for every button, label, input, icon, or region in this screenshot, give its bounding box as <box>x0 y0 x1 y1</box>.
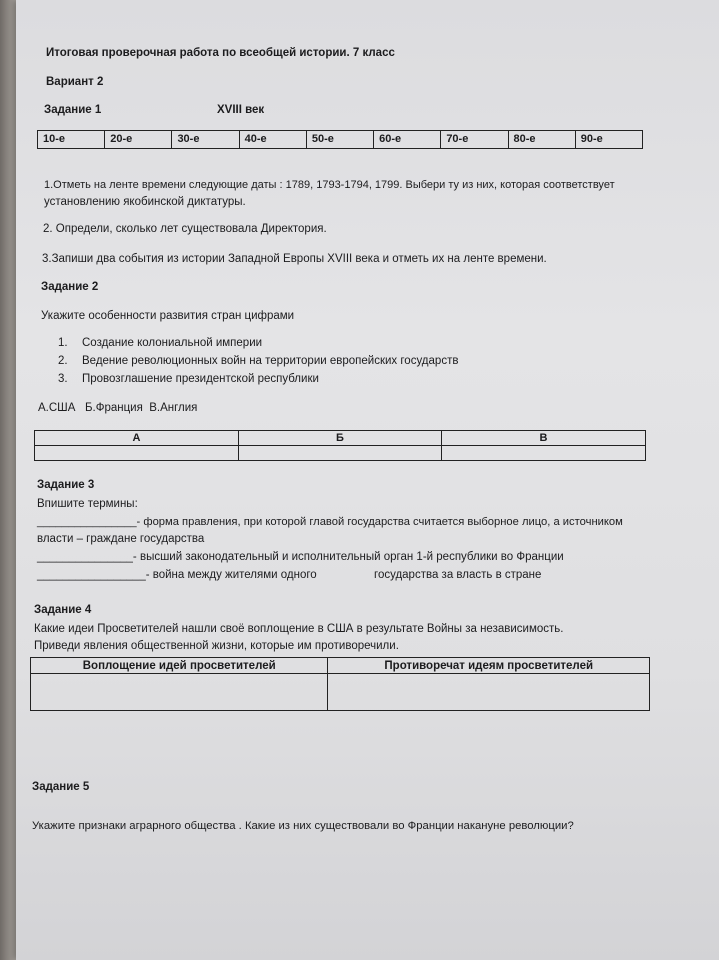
timeline-cell: 30-е <box>172 131 239 148</box>
task1-heading: Задание 1 <box>44 104 102 116</box>
table-header: А <box>35 431 239 446</box>
timeline-cell: 90-е <box>580 133 603 145</box>
countries-legend: А.США Б.Франция В.Англия <box>38 402 198 414</box>
task1-question1-line2: установлению якобинской диктатуры. <box>44 196 246 208</box>
task3-term3-part1: _________________- война между жителями одного <box>37 569 317 581</box>
task3-instruction: Впишите термины: <box>37 498 138 510</box>
answer-cell[interactable] <box>441 446 645 461</box>
timeline-cell: 10-е <box>38 131 105 148</box>
task1-question3: 3.Запиши два события из истории Западной Европы XVIII века и отметь их на ленте времени. <box>42 253 547 265</box>
timeline-cell: 80-е <box>509 131 576 148</box>
task5-question: Укажите признаки аграрного общества . Какие из них существовали во Франции накануне революции? <box>32 820 574 832</box>
task2-instruction: Укажите особенности развития стран цифрами <box>41 310 295 322</box>
timeline-cell: 20-е <box>105 131 172 148</box>
task3-term1-line2: власти – граждане государства <box>37 533 205 545</box>
table-header: В <box>441 431 645 446</box>
task4-question-line1: Какие идеи Просветителей нашли своё воплощение в США в результате Войны за независимость. <box>34 623 564 635</box>
task1-question1-line1: 1.Отметь на ленте времени следующие даты : 1789, 1793-1794, 1799. Выбери ту из них, которая соответствует <box>44 179 615 191</box>
table-header: Воплощение идей просветителей <box>31 658 328 674</box>
task3-term1-line1: ________________- форма правления, при которой главой государства считается выборное лицо, а источником <box>37 516 623 528</box>
table-header: Противоречат идеям просветителей <box>328 658 650 674</box>
task2-features-list <box>58 337 458 391</box>
answer-table-countries <box>34 430 646 461</box>
answer-cell[interactable] <box>239 446 442 461</box>
variant-label: Вариант 2 <box>46 76 104 88</box>
list-item: 2. Ведение революционных войн на территории европейских государств <box>58 355 459 367</box>
task4-question-line2: Приведи явления общественной жизни, которые им противоречили. <box>34 640 399 652</box>
timeline-strip <box>37 130 643 149</box>
list-item: 1. Создание колониальной империи <box>58 337 263 349</box>
answer-cell[interactable] <box>31 674 328 711</box>
timeline-cell: 40-е <box>240 131 307 148</box>
task1-question2: 2. Определи, сколько лет существовала Директория. <box>43 223 327 235</box>
answer-table-enlightenment <box>30 657 650 711</box>
task3-term2: _______________- высший законодательный и исполнительный орган 1-й республики во Франции <box>37 551 564 563</box>
worksheet-title: Итоговая проверочная работа по всеобщей истории. 7 класс <box>46 47 395 59</box>
list-item: 3. Провозглашение президентской республики <box>58 373 319 385</box>
answer-cell[interactable] <box>35 446 239 461</box>
table-header: Б <box>239 431 442 446</box>
answer-cell[interactable] <box>328 674 650 711</box>
timeline-cell: 60-е <box>374 131 441 148</box>
task5-heading: Задание 5 <box>32 781 90 793</box>
task2-heading: Задание 2 <box>41 281 99 293</box>
task3-term3-part2: государства за власть в стране <box>374 569 542 581</box>
century-label: XVIII век <box>217 104 265 116</box>
timeline-cell: 50-е <box>307 131 374 148</box>
task4-heading: Задание 4 <box>34 604 92 616</box>
task3-heading: Задание 3 <box>37 479 95 491</box>
timeline-cell: 70-е <box>441 131 508 148</box>
